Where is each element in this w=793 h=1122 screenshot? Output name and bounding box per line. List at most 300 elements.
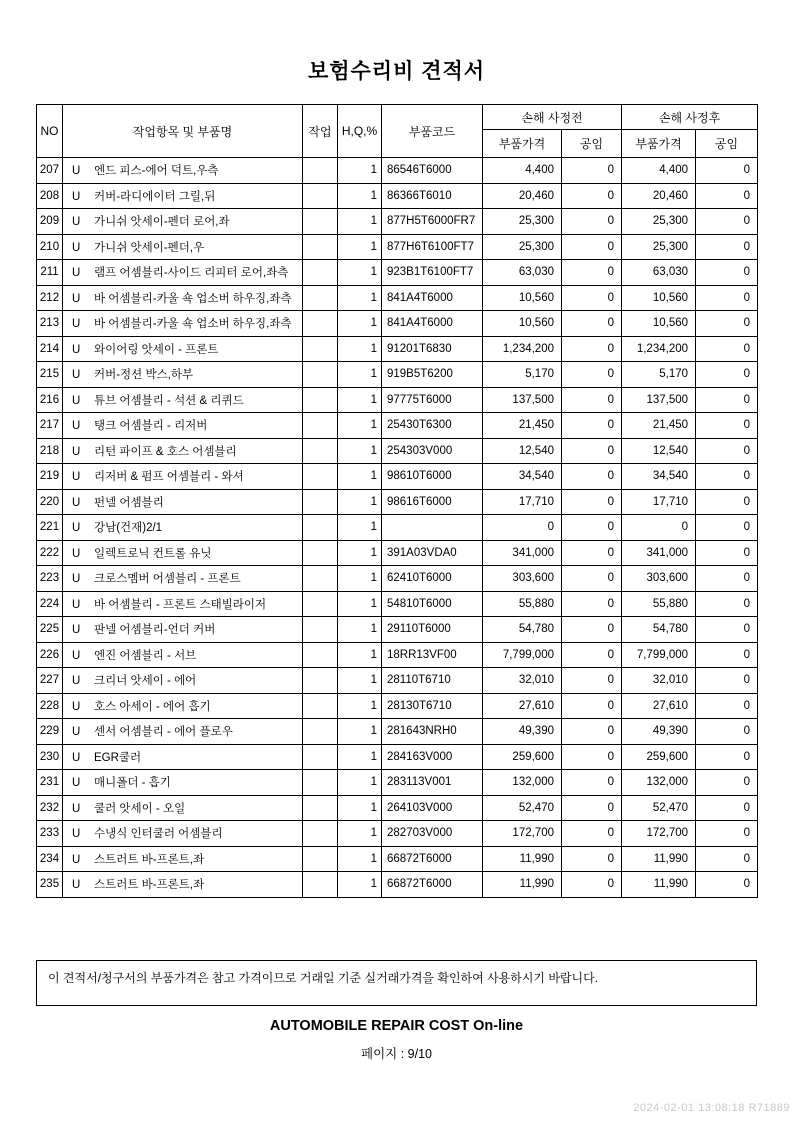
row-no: 225 — [37, 617, 63, 643]
row-no: 221 — [37, 515, 63, 541]
table-row — [37, 617, 758, 643]
row-labor-after: 0 — [696, 821, 758, 847]
row-part-code — [382, 515, 483, 541]
row-no: 208 — [37, 183, 63, 209]
row-labor-after: 0 — [696, 285, 758, 311]
row-flag: U — [72, 471, 81, 484]
page-number: 페이지 : 9/10 — [361, 1047, 432, 1061]
row-work — [303, 183, 338, 209]
header-before-assessment: 손해 사정전 — [483, 105, 622, 130]
row-price-after: 63,030 — [622, 260, 696, 286]
row-flag: U — [72, 496, 81, 509]
row-flag: U — [72, 292, 81, 305]
row-price-after: 20,460 — [622, 183, 696, 209]
header-hq: H,Q,% — [338, 105, 382, 158]
row-price-before: 25,300 — [483, 234, 562, 260]
row-price-before: 259,600 — [483, 744, 562, 770]
row-no: 209 — [37, 209, 63, 235]
row-part-code: 284163V000 — [382, 744, 483, 770]
row-work — [303, 821, 338, 847]
row-price-after: 34,540 — [622, 464, 696, 490]
row-flag: U — [72, 241, 81, 254]
row-hq: 1 — [338, 872, 382, 898]
row-no: 207 — [37, 158, 63, 184]
row-item-name — [63, 642, 303, 668]
row-work — [303, 668, 338, 694]
row-no: 232 — [37, 795, 63, 821]
row-name-text: 일렉트로닉 컨트롤 유닛 — [94, 547, 212, 560]
row-price-after: 5,170 — [622, 362, 696, 388]
row-no: 219 — [37, 464, 63, 490]
row-flag: U — [72, 802, 81, 815]
row-price-after: 11,990 — [622, 846, 696, 872]
table-row — [37, 387, 758, 413]
row-item-name — [63, 668, 303, 694]
row-labor-before: 0 — [562, 795, 622, 821]
row-hq: 1 — [338, 668, 382, 694]
row-price-after: 137,500 — [622, 387, 696, 413]
row-name-text: 엔드 피스-에어 덕트,우측 — [94, 165, 219, 178]
row-labor-before: 0 — [562, 438, 622, 464]
row-part-code: 91201T6830 — [382, 336, 483, 362]
row-flag: U — [72, 879, 81, 892]
row-item-name — [63, 795, 303, 821]
row-labor-after: 0 — [696, 413, 758, 439]
row-labor-after: 0 — [696, 234, 758, 260]
table-row — [37, 719, 758, 745]
row-name-text: 리턴 파이프 & 호스 어셈블리 — [94, 445, 237, 458]
table-row — [37, 362, 758, 388]
row-price-before: 0 — [483, 515, 562, 541]
row-hq: 1 — [338, 821, 382, 847]
header-after-assessment: 손해 사정후 — [622, 105, 758, 130]
row-name-text: 바 어셈블리 - 프론트 스태빌라이저 — [94, 598, 267, 611]
row-hq: 1 — [338, 744, 382, 770]
row-no: 228 — [37, 693, 63, 719]
row-price-after: 172,700 — [622, 821, 696, 847]
row-labor-before: 0 — [562, 693, 622, 719]
row-price-before: 52,470 — [483, 795, 562, 821]
row-work — [303, 642, 338, 668]
row-labor-after: 0 — [696, 719, 758, 745]
row-part-code: 98610T6000 — [382, 464, 483, 490]
row-work — [303, 234, 338, 260]
row-hq: 1 — [338, 693, 382, 719]
row-no: 220 — [37, 489, 63, 515]
row-part-code: 18RR13VF00 — [382, 642, 483, 668]
row-price-before: 32,010 — [483, 668, 562, 694]
row-item-name — [63, 438, 303, 464]
row-item-name — [63, 336, 303, 362]
document-title: 보험수리비 견적서 — [307, 60, 486, 83]
row-hq: 1 — [338, 795, 382, 821]
row-part-code: 877H5T6000FR7 — [382, 209, 483, 235]
table-row — [37, 540, 758, 566]
row-price-after: 27,610 — [622, 693, 696, 719]
table-row — [37, 846, 758, 872]
row-work — [303, 413, 338, 439]
row-part-code: 923B1T6100FT7 — [382, 260, 483, 286]
row-work — [303, 260, 338, 286]
row-labor-after: 0 — [696, 362, 758, 388]
row-no: 214 — [37, 336, 63, 362]
row-flag: U — [72, 190, 81, 203]
header-work: 작업 — [303, 105, 338, 158]
row-name-text: 호스 아세이 - 에어 흡기 — [94, 700, 211, 713]
row-no: 222 — [37, 540, 63, 566]
row-item-name — [63, 846, 303, 872]
row-price-after: 1,234,200 — [622, 336, 696, 362]
row-work — [303, 770, 338, 796]
row-labor-after: 0 — [696, 387, 758, 413]
row-name-text: 리저버 & 펌프 어셈블리 - 와셔 — [94, 471, 244, 484]
row-no: 223 — [37, 566, 63, 592]
row-item-name — [63, 285, 303, 311]
row-work — [303, 311, 338, 337]
row-labor-after: 0 — [696, 158, 758, 184]
row-flag: U — [72, 216, 81, 229]
header-part-price-before: 부품가격 — [483, 130, 562, 158]
row-work — [303, 209, 338, 235]
table-header — [37, 105, 758, 158]
row-flag: U — [72, 165, 81, 178]
row-hq: 1 — [338, 540, 382, 566]
notice-text: 이 견적서/청구서의 부품가격은 참고 가격이므로 거래일 기준 실거래가격을 확인하여 사용하시기 바랍니다. — [48, 971, 599, 985]
row-name-text: 커버-라디에이터 그릴,뒤 — [94, 190, 216, 203]
row-part-code: 28110T6710 — [382, 668, 483, 694]
row-no: 227 — [37, 668, 63, 694]
row-part-code: 66872T6000 — [382, 846, 483, 872]
table-row — [37, 285, 758, 311]
row-labor-after: 0 — [696, 795, 758, 821]
row-item-name — [63, 387, 303, 413]
row-price-before: 303,600 — [483, 566, 562, 592]
table-row — [37, 744, 758, 770]
row-price-after: 132,000 — [622, 770, 696, 796]
row-labor-after: 0 — [696, 872, 758, 898]
row-item-name — [63, 209, 303, 235]
table-row — [37, 693, 758, 719]
row-hq: 1 — [338, 209, 382, 235]
row-price-after: 52,470 — [622, 795, 696, 821]
row-labor-before: 0 — [562, 668, 622, 694]
row-work — [303, 515, 338, 541]
row-flag: U — [72, 420, 81, 433]
row-hq: 1 — [338, 183, 382, 209]
row-flag: U — [72, 777, 81, 790]
row-labor-after: 0 — [696, 489, 758, 515]
row-labor-after: 0 — [696, 311, 758, 337]
row-hq: 1 — [338, 336, 382, 362]
table-row — [37, 515, 758, 541]
table-row — [37, 489, 758, 515]
row-no: 217 — [37, 413, 63, 439]
table-row — [37, 311, 758, 337]
row-work — [303, 362, 338, 388]
row-name-text: 가니쉬 앗세이-펜더 로어,좌 — [94, 216, 230, 229]
row-work — [303, 540, 338, 566]
row-labor-before: 0 — [562, 387, 622, 413]
row-item-name — [63, 158, 303, 184]
row-labor-before: 0 — [562, 489, 622, 515]
row-item-name — [63, 540, 303, 566]
row-item-name — [63, 719, 303, 745]
row-hq: 1 — [338, 438, 382, 464]
row-price-before: 10,560 — [483, 285, 562, 311]
row-labor-before: 0 — [562, 209, 622, 235]
row-part-code: 841A4T6000 — [382, 285, 483, 311]
row-no: 216 — [37, 387, 63, 413]
row-flag: U — [72, 573, 81, 586]
row-hq: 1 — [338, 234, 382, 260]
row-price-before: 5,170 — [483, 362, 562, 388]
row-item-name — [63, 464, 303, 490]
row-flag: U — [72, 369, 81, 382]
row-price-before: 12,540 — [483, 438, 562, 464]
row-part-code: 86366T6010 — [382, 183, 483, 209]
row-labor-before: 0 — [562, 336, 622, 362]
row-item-name — [63, 362, 303, 388]
row-name-text: 커버-정션 박스,하부 — [94, 369, 194, 382]
row-price-before: 11,990 — [483, 872, 562, 898]
row-item-name — [63, 489, 303, 515]
row-part-code: 66872T6000 — [382, 872, 483, 898]
row-price-after: 32,010 — [622, 668, 696, 694]
row-labor-after: 0 — [696, 770, 758, 796]
row-item-name — [63, 617, 303, 643]
row-labor-after: 0 — [696, 566, 758, 592]
row-flag: U — [72, 522, 81, 535]
row-labor-before: 0 — [562, 617, 622, 643]
table-row — [37, 158, 758, 184]
row-price-before: 63,030 — [483, 260, 562, 286]
row-price-before: 25,300 — [483, 209, 562, 235]
row-flag: U — [72, 547, 81, 560]
row-work — [303, 744, 338, 770]
row-no: 234 — [37, 846, 63, 872]
table-row — [37, 668, 758, 694]
row-price-before: 1,234,200 — [483, 336, 562, 362]
row-name-text: 센서 어셈블리 - 에어 플로우 — [94, 726, 233, 739]
row-part-code: 98616T6000 — [382, 489, 483, 515]
row-part-code: 264103V000 — [382, 795, 483, 821]
row-price-after: 341,000 — [622, 540, 696, 566]
row-hq: 1 — [338, 362, 382, 388]
row-labor-after: 0 — [696, 260, 758, 286]
row-flag: U — [72, 394, 81, 407]
row-labor-before: 0 — [562, 566, 622, 592]
row-labor-after: 0 — [696, 591, 758, 617]
row-work — [303, 617, 338, 643]
row-labor-after: 0 — [696, 183, 758, 209]
row-item-name — [63, 566, 303, 592]
table-row — [37, 438, 758, 464]
row-labor-after: 0 — [696, 642, 758, 668]
row-price-after: 21,450 — [622, 413, 696, 439]
row-price-before: 20,460 — [483, 183, 562, 209]
row-work — [303, 336, 338, 362]
table-row — [37, 642, 758, 668]
row-flag: U — [72, 445, 81, 458]
row-name-text: 강남(건재)2/1 — [94, 522, 163, 535]
row-labor-before: 0 — [562, 719, 622, 745]
row-part-code: 282703V000 — [382, 821, 483, 847]
row-part-code: 283113V001 — [382, 770, 483, 796]
row-part-code: 29110T6000 — [382, 617, 483, 643]
table-body — [37, 158, 758, 898]
row-work — [303, 438, 338, 464]
row-price-after: 25,300 — [622, 209, 696, 235]
row-price-before: 27,610 — [483, 693, 562, 719]
row-name-text: 펀넬 어셈블리 — [94, 496, 164, 509]
row-labor-after: 0 — [696, 540, 758, 566]
row-no: 235 — [37, 872, 63, 898]
row-price-after: 4,400 — [622, 158, 696, 184]
row-labor-after: 0 — [696, 668, 758, 694]
row-work — [303, 489, 338, 515]
row-item-name — [63, 234, 303, 260]
header-labor-after: 공임 — [696, 130, 758, 158]
row-flag: U — [72, 853, 81, 866]
row-work — [303, 846, 338, 872]
row-labor-before: 0 — [562, 183, 622, 209]
row-hq: 1 — [338, 617, 382, 643]
table-row — [37, 413, 758, 439]
row-price-before: 49,390 — [483, 719, 562, 745]
table-row — [37, 795, 758, 821]
row-price-before: 54,780 — [483, 617, 562, 643]
row-price-before: 7,799,000 — [483, 642, 562, 668]
row-labor-before: 0 — [562, 285, 622, 311]
row-name-text: 스트러트 바-프론트,좌 — [94, 853, 205, 866]
row-price-before: 11,990 — [483, 846, 562, 872]
row-work — [303, 872, 338, 898]
row-labor-before: 0 — [562, 311, 622, 337]
row-name-text: 바 어셈블리-카울 쇽 업소버 하우징,좌측 — [94, 318, 292, 331]
row-labor-after: 0 — [696, 744, 758, 770]
row-labor-before: 0 — [562, 362, 622, 388]
row-work — [303, 795, 338, 821]
row-flag: U — [72, 649, 81, 662]
row-work — [303, 591, 338, 617]
row-labor-before: 0 — [562, 872, 622, 898]
row-hq: 1 — [338, 566, 382, 592]
row-name-text: 크로스멤버 어셈블리 - 프론트 — [94, 573, 241, 586]
row-no: 224 — [37, 591, 63, 617]
row-flag: U — [72, 700, 81, 713]
row-labor-before: 0 — [562, 464, 622, 490]
header-part-price-after: 부품가격 — [622, 130, 696, 158]
row-no: 212 — [37, 285, 63, 311]
row-part-code: 86546T6000 — [382, 158, 483, 184]
row-price-after: 55,880 — [622, 591, 696, 617]
row-price-after: 303,600 — [622, 566, 696, 592]
row-labor-after: 0 — [696, 336, 758, 362]
row-labor-before: 0 — [562, 260, 622, 286]
row-hq: 1 — [338, 387, 382, 413]
row-item-name — [63, 591, 303, 617]
row-labor-before: 0 — [562, 642, 622, 668]
row-hq: 1 — [338, 642, 382, 668]
row-name-text: 램프 어셈블리-사이드 리피터 로어,좌측 — [94, 267, 289, 280]
table-row — [37, 872, 758, 898]
row-labor-after: 0 — [696, 464, 758, 490]
table-row — [37, 336, 758, 362]
row-name-text: 매니폴더 - 흡기 — [94, 777, 171, 790]
row-labor-after: 0 — [696, 846, 758, 872]
row-hq: 1 — [338, 311, 382, 337]
row-flag: U — [72, 751, 81, 764]
row-no: 229 — [37, 719, 63, 745]
row-name-text: 가니쉬 앗세이-펜더,우 — [94, 241, 205, 254]
row-name-text: 와이어링 앗세이 - 프론트 — [94, 343, 219, 356]
row-part-code: 28130T6710 — [382, 693, 483, 719]
row-work — [303, 693, 338, 719]
row-hq: 1 — [338, 719, 382, 745]
row-no: 226 — [37, 642, 63, 668]
notice-box — [36, 960, 757, 1006]
row-price-before: 4,400 — [483, 158, 562, 184]
row-no: 218 — [37, 438, 63, 464]
table-row — [37, 260, 758, 286]
header-labor-before: 공임 — [562, 130, 622, 158]
row-hq: 1 — [338, 770, 382, 796]
row-price-before: 132,000 — [483, 770, 562, 796]
row-work — [303, 719, 338, 745]
row-name-text: 크리너 앗세이 - 에어 — [94, 675, 197, 688]
row-work — [303, 566, 338, 592]
row-labor-before: 0 — [562, 744, 622, 770]
row-price-after: 54,780 — [622, 617, 696, 643]
header-part-code: 부품코드 — [382, 105, 483, 158]
row-flag: U — [72, 624, 81, 637]
row-part-code: 841A4T6000 — [382, 311, 483, 337]
footer-title: AUTOMOBILE REPAIR COST On-line — [269, 1018, 524, 1034]
row-name-text: 튜브 어셈블리 - 석션 & 리퀴드 — [94, 394, 244, 407]
row-part-code: 254303V000 — [382, 438, 483, 464]
row-part-code: 281643NRH0 — [382, 719, 483, 745]
row-no: 211 — [37, 260, 63, 286]
row-part-code: 877H6T6100FT7 — [382, 234, 483, 260]
row-hq: 1 — [338, 515, 382, 541]
row-item-name — [63, 770, 303, 796]
header-item: 작업항목 및 부품명 — [63, 105, 303, 158]
row-price-before: 34,540 — [483, 464, 562, 490]
row-name-text: EGR쿨러 — [94, 751, 142, 764]
row-item-name — [63, 515, 303, 541]
table-row — [37, 183, 758, 209]
row-labor-before: 0 — [562, 821, 622, 847]
row-name-text: 엔진 어셈블리 - 서브 — [94, 649, 197, 662]
row-no: 230 — [37, 744, 63, 770]
row-flag: U — [72, 598, 81, 611]
row-labor-after: 0 — [696, 515, 758, 541]
row-work — [303, 387, 338, 413]
row-hq: 1 — [338, 846, 382, 872]
row-price-before: 17,710 — [483, 489, 562, 515]
row-price-after: 0 — [622, 515, 696, 541]
row-labor-after: 0 — [696, 438, 758, 464]
row-item-name — [63, 821, 303, 847]
row-price-after: 49,390 — [622, 719, 696, 745]
table-row — [37, 770, 758, 796]
row-hq: 1 — [338, 489, 382, 515]
row-name-text: 탱크 어셈블리 - 리저버 — [94, 420, 208, 433]
row-work — [303, 464, 338, 490]
row-price-after: 7,799,000 — [622, 642, 696, 668]
row-flag: U — [72, 267, 81, 280]
row-price-after: 10,560 — [622, 311, 696, 337]
